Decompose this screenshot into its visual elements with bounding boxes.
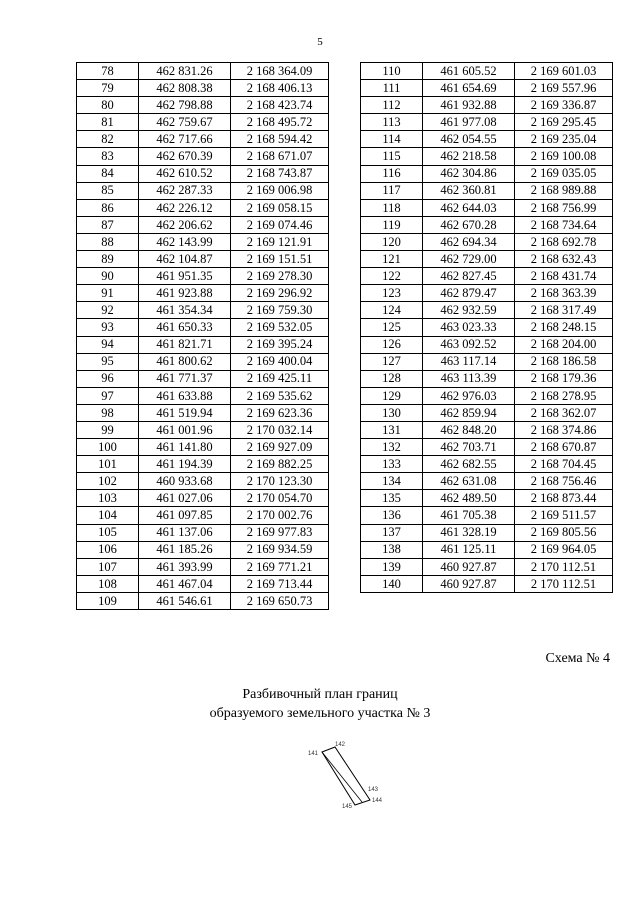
x-coordinate-cell: 461 185.26 (139, 541, 231, 558)
point-number-cell: 93 (77, 319, 139, 336)
land-plot-diagram (300, 735, 400, 815)
point-number-cell: 118 (361, 199, 423, 216)
y-coordinate-cell: 2 169 511.57 (515, 507, 613, 524)
y-coordinate-cell: 2 168 186.58 (515, 353, 613, 370)
point-label-143: 143 (368, 787, 379, 793)
point-number-cell: 115 (361, 148, 423, 165)
x-coordinate-cell: 462 717.66 (139, 131, 231, 148)
table-row (361, 336, 613, 353)
y-coordinate-cell: 2 169 805.56 (515, 524, 613, 541)
table-row (361, 387, 613, 404)
table-row (361, 473, 613, 490)
table-row (77, 80, 329, 97)
x-coordinate-cell: 462 631.08 (423, 473, 515, 490)
table-row (361, 370, 613, 387)
y-coordinate-cell: 2 168 179.36 (515, 370, 613, 387)
point-number-cell: 139 (361, 558, 423, 575)
table-row (361, 165, 613, 182)
table-row (361, 114, 613, 131)
table-row (361, 285, 613, 302)
y-coordinate-cell: 2 168 873.44 (515, 490, 613, 507)
x-coordinate-cell: 462 610.52 (139, 165, 231, 182)
table-row (77, 182, 329, 199)
point-label-144: 144 (372, 798, 383, 804)
x-coordinate-cell: 461 951.35 (139, 268, 231, 285)
y-coordinate-cell: 2 168 692.78 (515, 233, 613, 250)
table-row (77, 148, 329, 165)
point-number-cell: 101 (77, 456, 139, 473)
y-coordinate-cell: 2 168 363.39 (515, 285, 613, 302)
y-coordinate-cell: 2 168 671.07 (231, 148, 329, 165)
x-coordinate-cell: 462 831.26 (139, 63, 231, 80)
table-row (77, 421, 329, 438)
x-coordinate-cell: 461 141.80 (139, 439, 231, 456)
table-row (77, 592, 329, 609)
y-coordinate-cell: 2 168 594.42 (231, 131, 329, 148)
x-coordinate-cell: 461 328.19 (423, 524, 515, 541)
table-row (361, 575, 613, 592)
point-number-cell: 130 (361, 404, 423, 421)
point-number-cell: 82 (77, 131, 139, 148)
table-row (361, 233, 613, 250)
y-coordinate-cell: 2 169 395.24 (231, 336, 329, 353)
point-number-cell: 97 (77, 387, 139, 404)
x-coordinate-cell: 462 670.39 (139, 148, 231, 165)
y-coordinate-cell: 2 168 362.07 (515, 404, 613, 421)
table-row (77, 97, 329, 114)
point-number-cell: 78 (77, 63, 139, 80)
y-coordinate-cell: 2 168 406.13 (231, 80, 329, 97)
x-coordinate-cell: 462 644.03 (423, 199, 515, 216)
y-coordinate-cell: 2 168 431.74 (515, 268, 613, 285)
table-row (77, 507, 329, 524)
table-row (361, 524, 613, 541)
x-coordinate-cell: 461 932.88 (423, 97, 515, 114)
table-row (361, 97, 613, 114)
x-coordinate-cell: 462 729.00 (423, 251, 515, 268)
table-row (77, 404, 329, 421)
x-coordinate-cell: 461 546.61 (139, 592, 231, 609)
point-number-cell: 126 (361, 336, 423, 353)
y-coordinate-cell: 2 169 650.73 (231, 592, 329, 609)
point-number-cell: 129 (361, 387, 423, 404)
point-label-145: 145 (342, 804, 353, 810)
y-coordinate-cell: 2 169 713.44 (231, 575, 329, 592)
x-coordinate-cell: 462 703.71 (423, 439, 515, 456)
x-coordinate-cell: 460 933.68 (139, 473, 231, 490)
table-row (361, 148, 613, 165)
table-row (77, 165, 329, 182)
table-row (77, 233, 329, 250)
table-row (361, 404, 613, 421)
table-row (77, 370, 329, 387)
land-plot-boundary (322, 747, 370, 805)
x-coordinate-cell: 460 927.87 (423, 558, 515, 575)
plan-title-line-1: Разбивочный план границ (242, 687, 398, 702)
table-row (361, 421, 613, 438)
x-coordinate-cell: 462 859.94 (423, 404, 515, 421)
table-row (77, 114, 329, 131)
y-coordinate-cell: 2 170 123.30 (231, 473, 329, 490)
x-coordinate-cell: 463 023.33 (423, 319, 515, 336)
table-row (361, 131, 613, 148)
x-coordinate-cell: 461 800.62 (139, 353, 231, 370)
point-number-cell: 136 (361, 507, 423, 524)
x-coordinate-cell: 461 354.34 (139, 302, 231, 319)
y-coordinate-cell: 2 169 535.62 (231, 387, 329, 404)
point-number-cell: 133 (361, 456, 423, 473)
x-coordinate-cell: 461 977.08 (423, 114, 515, 131)
x-coordinate-cell: 461 027.06 (139, 490, 231, 507)
point-number-cell: 94 (77, 336, 139, 353)
x-coordinate-cell: 462 360.81 (423, 182, 515, 199)
point-number-cell: 131 (361, 421, 423, 438)
point-number-cell: 87 (77, 216, 139, 233)
y-coordinate-cell: 2 168 756.99 (515, 199, 613, 216)
y-coordinate-cell: 2 169 400.04 (231, 353, 329, 370)
point-number-cell: 112 (361, 97, 423, 114)
x-coordinate-cell: 462 670.28 (423, 216, 515, 233)
point-number-cell: 110 (361, 63, 423, 80)
land-plot-edge (322, 752, 362, 802)
y-coordinate-cell: 2 170 112.51 (515, 558, 613, 575)
point-number-cell: 84 (77, 165, 139, 182)
point-number-cell: 99 (77, 421, 139, 438)
point-number-cell: 91 (77, 285, 139, 302)
table-row (361, 456, 613, 473)
x-coordinate-cell: 462 682.55 (423, 456, 515, 473)
x-coordinate-cell: 461 771.37 (139, 370, 231, 387)
point-number-cell: 95 (77, 353, 139, 370)
point-label-142: 142 (335, 742, 346, 748)
x-coordinate-cell: 462 206.62 (139, 216, 231, 233)
table-row (77, 541, 329, 558)
x-coordinate-cell: 462 694.34 (423, 233, 515, 250)
x-coordinate-cell: 462 054.55 (423, 131, 515, 148)
table-row (361, 80, 613, 97)
point-number-cell: 119 (361, 216, 423, 233)
point-number-cell: 103 (77, 490, 139, 507)
x-coordinate-cell: 462 218.58 (423, 148, 515, 165)
point-number-cell: 113 (361, 114, 423, 131)
table-row (77, 131, 329, 148)
y-coordinate-cell: 2 168 756.46 (515, 473, 613, 490)
plan-title-line-2: образуемого земельного участка № 3 (209, 705, 431, 721)
table-row (77, 353, 329, 370)
point-number-cell: 124 (361, 302, 423, 319)
x-coordinate-cell: 463 117.14 (423, 353, 515, 370)
x-coordinate-cell: 462 304.86 (423, 165, 515, 182)
y-coordinate-cell: 2 169 771.21 (231, 558, 329, 575)
y-coordinate-cell: 2 169 151.51 (231, 251, 329, 268)
table-row (361, 558, 613, 575)
page-number: 5 (317, 36, 323, 48)
point-number-cell: 102 (77, 473, 139, 490)
table-row (77, 524, 329, 541)
table-row (77, 490, 329, 507)
point-number-cell: 98 (77, 404, 139, 421)
x-coordinate-cell: 462 104.87 (139, 251, 231, 268)
y-coordinate-cell: 2 169 336.87 (515, 97, 613, 114)
point-number-cell: 81 (77, 114, 139, 131)
coordinates-table-left (76, 62, 329, 610)
x-coordinate-cell: 462 143.99 (139, 233, 231, 250)
point-number-cell: 123 (361, 285, 423, 302)
table-row (77, 456, 329, 473)
y-coordinate-cell: 2 169 278.30 (231, 268, 329, 285)
point-number-cell: 120 (361, 233, 423, 250)
y-coordinate-cell: 2 169 927.09 (231, 439, 329, 456)
y-coordinate-cell: 2 168 743.87 (231, 165, 329, 182)
point-number-cell: 138 (361, 541, 423, 558)
x-coordinate-cell: 461 654.69 (423, 80, 515, 97)
table-row (361, 268, 613, 285)
x-coordinate-cell: 461 393.99 (139, 558, 231, 575)
table-row (361, 541, 613, 558)
table-row (361, 490, 613, 507)
table-row (77, 387, 329, 404)
point-number-cell: 125 (361, 319, 423, 336)
table-row (77, 439, 329, 456)
x-coordinate-cell: 461 650.33 (139, 319, 231, 336)
table-row (77, 336, 329, 353)
scheme-label: Схема № 4 (545, 651, 610, 666)
y-coordinate-cell: 2 169 296.92 (231, 285, 329, 302)
x-coordinate-cell: 461 001.96 (139, 421, 231, 438)
x-coordinate-cell: 461 519.94 (139, 404, 231, 421)
y-coordinate-cell: 2 169 601.03 (515, 63, 613, 80)
y-coordinate-cell: 2 168 374.86 (515, 421, 613, 438)
table-row (77, 268, 329, 285)
point-number-cell: 137 (361, 524, 423, 541)
table-row (361, 63, 613, 80)
table-row (77, 63, 329, 80)
point-number-cell: 90 (77, 268, 139, 285)
x-coordinate-cell: 462 759.67 (139, 114, 231, 131)
y-coordinate-cell: 2 169 934.59 (231, 541, 329, 558)
point-number-cell: 106 (77, 541, 139, 558)
table-row (77, 216, 329, 233)
y-coordinate-cell: 2 169 058.15 (231, 199, 329, 216)
y-coordinate-cell: 2 169 623.36 (231, 404, 329, 421)
table-row (77, 558, 329, 575)
table-row (361, 507, 613, 524)
y-coordinate-cell: 2 169 035.05 (515, 165, 613, 182)
y-coordinate-cell: 2 168 423.74 (231, 97, 329, 114)
y-coordinate-cell: 2 170 032.14 (231, 421, 329, 438)
y-coordinate-cell: 2 168 278.95 (515, 387, 613, 404)
point-number-cell: 105 (77, 524, 139, 541)
y-coordinate-cell: 2 170 112.51 (515, 575, 613, 592)
table-row (77, 302, 329, 319)
point-number-cell: 127 (361, 353, 423, 370)
point-number-cell: 117 (361, 182, 423, 199)
x-coordinate-cell: 461 125.11 (423, 541, 515, 558)
x-coordinate-cell: 461 467.04 (139, 575, 231, 592)
table-row (361, 199, 613, 216)
y-coordinate-cell: 2 168 364.09 (231, 63, 329, 80)
x-coordinate-cell: 462 287.33 (139, 182, 231, 199)
point-number-cell: 132 (361, 439, 423, 456)
x-coordinate-cell: 463 092.52 (423, 336, 515, 353)
point-number-cell: 100 (77, 439, 139, 456)
point-number-cell: 96 (77, 370, 139, 387)
y-coordinate-cell: 2 169 964.05 (515, 541, 613, 558)
point-number-cell: 122 (361, 268, 423, 285)
x-coordinate-cell: 461 923.88 (139, 285, 231, 302)
table-row (77, 575, 329, 592)
table-row (361, 216, 613, 233)
table-row (77, 251, 329, 268)
y-coordinate-cell: 2 169 295.45 (515, 114, 613, 131)
x-coordinate-cell: 460 927.87 (423, 575, 515, 592)
point-number-cell: 134 (361, 473, 423, 490)
y-coordinate-cell: 2 169 977.83 (231, 524, 329, 541)
point-number-cell: 114 (361, 131, 423, 148)
point-number-cell: 85 (77, 182, 139, 199)
x-coordinate-cell: 462 827.45 (423, 268, 515, 285)
y-coordinate-cell: 2 169 759.30 (231, 302, 329, 319)
x-coordinate-cell: 461 705.38 (423, 507, 515, 524)
y-coordinate-cell: 2 168 989.88 (515, 182, 613, 199)
y-coordinate-cell: 2 169 557.96 (515, 80, 613, 97)
table-row (77, 319, 329, 336)
table-row (77, 285, 329, 302)
point-number-cell: 80 (77, 97, 139, 114)
x-coordinate-cell: 462 848.20 (423, 421, 515, 438)
y-coordinate-cell: 2 168 632.43 (515, 251, 613, 268)
point-number-cell: 116 (361, 165, 423, 182)
x-coordinate-cell: 462 808.38 (139, 80, 231, 97)
plan-title (0, 686, 640, 724)
y-coordinate-cell: 2 169 882.25 (231, 456, 329, 473)
point-number-cell: 135 (361, 490, 423, 507)
y-coordinate-cell: 2 169 074.46 (231, 216, 329, 233)
point-number-cell: 83 (77, 148, 139, 165)
point-number-cell: 108 (77, 575, 139, 592)
y-coordinate-cell: 2 168 204.00 (515, 336, 613, 353)
table-row (361, 251, 613, 268)
table-row (361, 182, 613, 199)
table-row (77, 199, 329, 216)
y-coordinate-cell: 2 169 532.05 (231, 319, 329, 336)
x-coordinate-cell: 461 097.85 (139, 507, 231, 524)
y-coordinate-cell: 2 168 248.15 (515, 319, 613, 336)
x-coordinate-cell: 461 194.39 (139, 456, 231, 473)
x-coordinate-cell: 463 113.39 (423, 370, 515, 387)
x-coordinate-cell: 461 633.88 (139, 387, 231, 404)
y-coordinate-cell: 2 170 054.70 (231, 490, 329, 507)
point-number-cell: 88 (77, 233, 139, 250)
point-number-cell: 128 (361, 370, 423, 387)
table-row (361, 353, 613, 370)
x-coordinate-cell: 462 489.50 (423, 490, 515, 507)
y-coordinate-cell: 2 168 734.64 (515, 216, 613, 233)
x-coordinate-cell: 461 605.52 (423, 63, 515, 80)
x-coordinate-cell: 461 137.06 (139, 524, 231, 541)
y-coordinate-cell: 2 168 495.72 (231, 114, 329, 131)
coordinates-table-right (360, 62, 613, 593)
x-coordinate-cell: 462 976.03 (423, 387, 515, 404)
table-row (361, 319, 613, 336)
table-row (77, 473, 329, 490)
x-coordinate-cell: 462 879.47 (423, 285, 515, 302)
table-row (361, 439, 613, 456)
y-coordinate-cell: 2 168 704.45 (515, 456, 613, 473)
y-coordinate-cell: 2 170 002.76 (231, 507, 329, 524)
point-number-cell: 107 (77, 558, 139, 575)
x-coordinate-cell: 462 798.88 (139, 97, 231, 114)
point-number-cell: 79 (77, 80, 139, 97)
point-label-141: 141 (308, 751, 319, 757)
x-coordinate-cell: 462 932.59 (423, 302, 515, 319)
x-coordinate-cell: 461 821.71 (139, 336, 231, 353)
y-coordinate-cell: 2 169 100.08 (515, 148, 613, 165)
y-coordinate-cell: 2 169 121.91 (231, 233, 329, 250)
x-coordinate-cell: 462 226.12 (139, 199, 231, 216)
point-number-cell: 92 (77, 302, 139, 319)
point-number-cell: 140 (361, 575, 423, 592)
point-number-cell: 121 (361, 251, 423, 268)
y-coordinate-cell: 2 169 006.98 (231, 182, 329, 199)
point-number-cell: 104 (77, 507, 139, 524)
y-coordinate-cell: 2 168 670.87 (515, 439, 613, 456)
point-number-cell: 111 (361, 80, 423, 97)
point-number-cell: 89 (77, 251, 139, 268)
point-number-cell: 109 (77, 592, 139, 609)
y-coordinate-cell: 2 169 425.11 (231, 370, 329, 387)
table-row (361, 302, 613, 319)
y-coordinate-cell: 2 168 317.49 (515, 302, 613, 319)
point-number-cell: 86 (77, 199, 139, 216)
y-coordinate-cell: 2 169 235.04 (515, 131, 613, 148)
